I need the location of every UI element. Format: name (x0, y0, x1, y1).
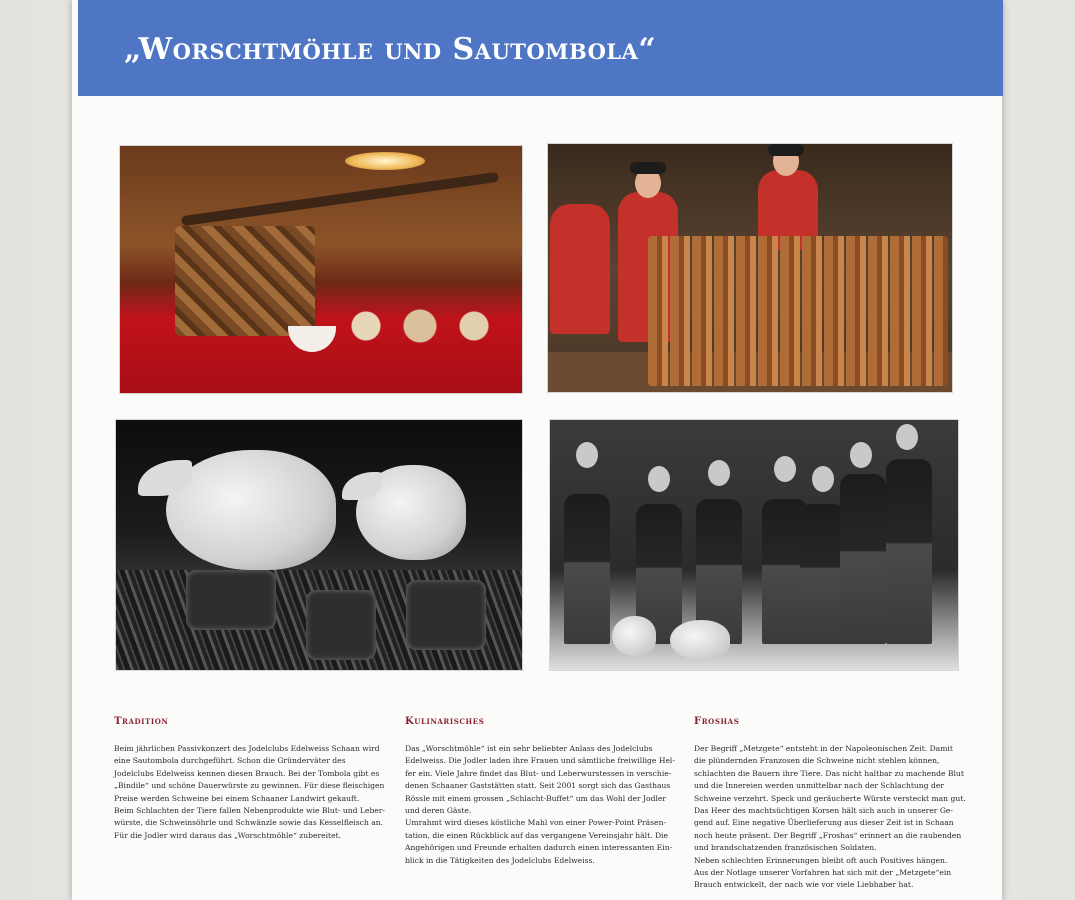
pig-head-small-1 (612, 616, 656, 656)
singer-5-head (812, 466, 834, 492)
column-tradition (114, 716, 394, 842)
column-froshas (694, 716, 994, 892)
exhibition-panel (72, 0, 1002, 900)
text-froshas: Der Begriff „Metzgete“ entsteht in der Napoleonischen Zeit. Damit die plündernden Franzosen die Schweine nicht stehlen können, schlachten die Bauern ihre Tiere. Das nicht haltbar zu machende Blut und die Innereien werden unmittelbar nach der Schlachtung der Schweine verzehrt. Speck und geräucherte Würste versteckt man gut. Das Heer des machtsüchtigen Korsen hält sich auch in unserer Ge- gend auf. Eine negative Überlieferung aus dieser Zeit ist in Schaan noch heute präsent. Der Begriff „Froshas“ erinnert an die raubenden und brandschatzenden französischen Soldaten. Neben schlechten Erinnerungen bleibt oft auch Positives hängen. Aus der Notlage unserer Vorfahren hat sich mit der „Metzgete“ein Brauch entwickelt, der nach wie vor viele Liebhaber hat. (694, 744, 966, 890)
singer-6 (840, 474, 886, 644)
singer-1-head (576, 442, 598, 468)
photo-pig-heads (116, 420, 522, 670)
panel-title: „Worschtmöhle und Sautombola“ (124, 32, 657, 67)
white-bowl (288, 326, 336, 352)
man-center-hat (630, 162, 666, 174)
photo-buffet-table (120, 146, 522, 393)
man-right-hat (768, 144, 804, 156)
photo-sausage-rack (548, 144, 952, 392)
singer-1 (564, 494, 610, 644)
food-plates (330, 306, 510, 346)
text-tradition: Beim jährlichen Passivkonzert des Jodelclubs Edelweiss Schaan wird eine Sautombola durchgeführt. Schon die Gründerväter des Jodelclubs Edelweiss kennen diesen Brauch. Bei der Tombola gibt es „Bindile“ und schöne Dauerwürste zu gewinnen. Für diese fleischigen Preise werden Schweine bei einem Schaaner Landwirt gekauft. Beim Schlachten der Tiere fallen Nebenprodukte wie Blut- und Leber- würste, die Schweinsöhrle und Schwänzle sowie das Kesselfleisch an. Für die Jodler wird daraus das „Worschtmöhle“ zubereitet. (114, 744, 386, 840)
heading-tradition: Tradition (114, 716, 169, 727)
photo-yodel-choir (550, 420, 958, 670)
title-banner (78, 0, 1003, 96)
hanging-branch (181, 172, 499, 226)
singer-7 (886, 459, 932, 644)
smoked-meat-1 (186, 570, 276, 630)
column-kulinarisches (405, 716, 685, 867)
firewood-stack (175, 226, 315, 336)
singer-4-head (774, 456, 796, 482)
singer-7-head (896, 424, 918, 450)
hanging-sausages (648, 236, 948, 386)
singer-6-head (850, 442, 872, 468)
singer-2-head (648, 466, 670, 492)
heading-kulinarisches: Kulinarisches (405, 716, 485, 727)
singer-3-head (708, 460, 730, 486)
heading-froshas: Froshas (694, 716, 740, 727)
smoked-meat-3 (406, 580, 486, 650)
ceiling-lamp (345, 152, 425, 170)
pig-head-small-2 (670, 620, 730, 660)
man-left (550, 204, 610, 334)
smoked-meat-2 (306, 590, 376, 660)
text-kulinarisches: Das „Worschtmöhle“ ist ein sehr beliebter Anlass des Jodelclubs Edelweiss. Die Jodler laden ihre Frauen und sämtliche freiwillige Hel- fer ein. Viele Jahre findet das Blut- und Leberwurstessen in verschie- denen Schaaner Gaststätten statt. Seit 2001 sorgt sich das Gasthaus Rössle mit einem grossen „Schlacht-Buffet“ um das Wohl der Jodler und deren Gäste. Umrahmt wird dieses köstliche Mahl von einer Power-Point Präsen- tation, die einen Rückblick auf das vergangene Vereinsjahr hält. Die Angehörigen und Freunde erhalten dadurch einen interessanten Ein- blick in die Tätigkeiten des Jodelclubs Edelweiss. (405, 744, 675, 865)
